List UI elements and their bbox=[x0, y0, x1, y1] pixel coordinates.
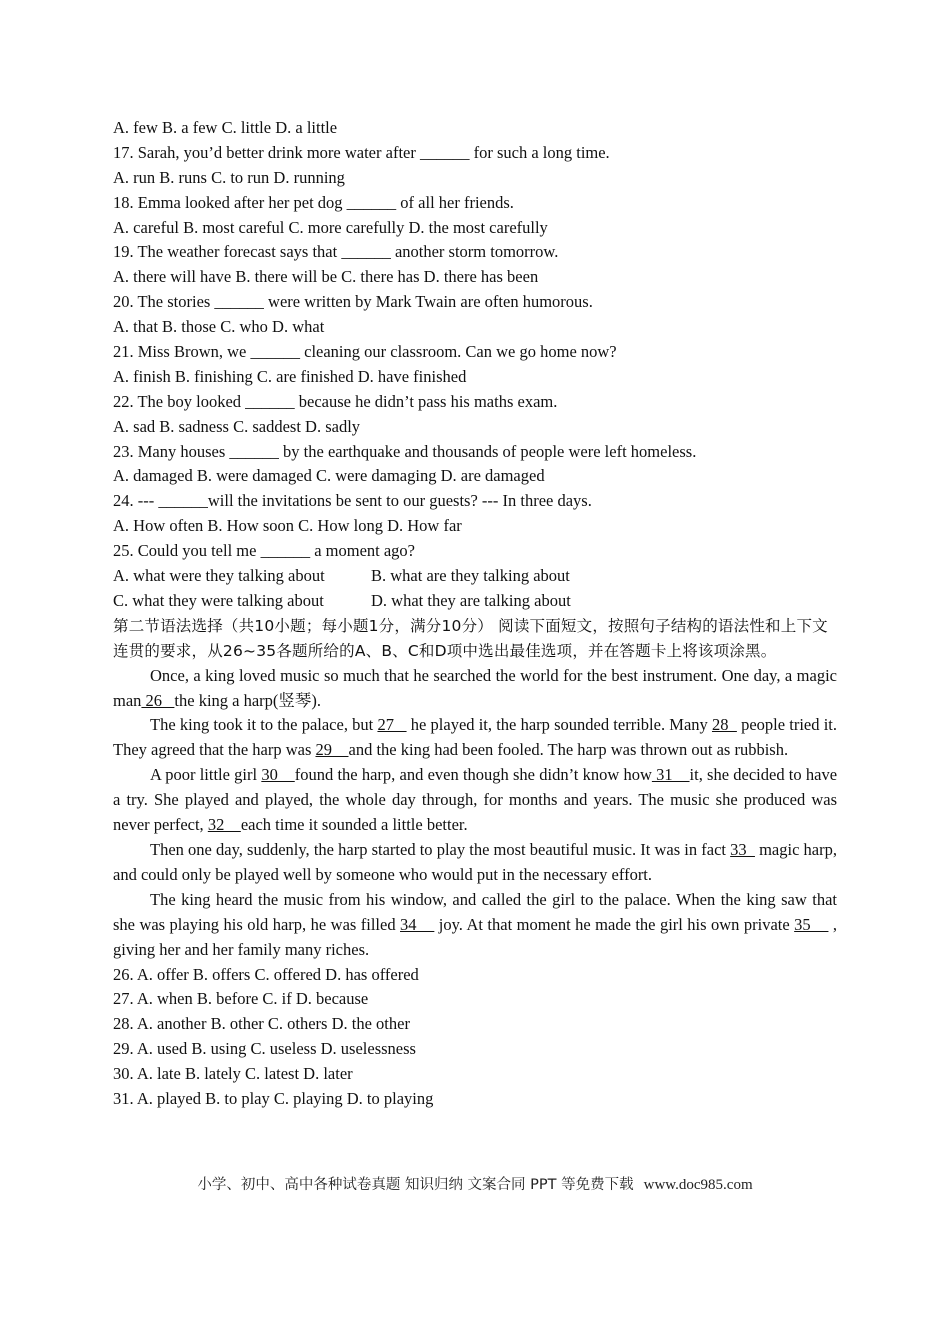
passage-text: The king heard the music from his window, and called the girl to the palace. When the king saw that she was playing his old harp, he was filled bbox=[113, 889, 837, 934]
q23-stem: 23. Many houses ______ by the earthquake and thousands of people were left homeless. bbox=[113, 441, 697, 461]
passage-paragraph-4 bbox=[113, 838, 837, 888]
blank-30: 30 bbox=[261, 765, 295, 785]
q25-option-b: B. what are they talking about bbox=[371, 566, 570, 586]
q22-stem: 22. The boy looked ______ because he didn’t pass his maths exam. bbox=[113, 391, 558, 411]
blank-34: 34 bbox=[400, 914, 435, 934]
q22-options: A. sad B. sadness C. saddest D. sadly bbox=[113, 416, 361, 436]
passage-text: it, she decided to have a try. She played and played, the whole day through, for months and years. The music she produced was never perfect, bbox=[113, 765, 838, 835]
passage-text: Then one day, suddenly, the harp started to play the most beautiful music. It was in fact bbox=[150, 839, 731, 859]
q27-options: 27. A. when B. before C. if D. because bbox=[113, 989, 369, 1009]
q24-options: A. How often B. How soon C. How long D. How far bbox=[113, 516, 462, 536]
q20-stem: 20. The stories ______ were written by Mark Twain are often humorous. bbox=[113, 292, 593, 312]
passage-paragraph-5 bbox=[113, 888, 837, 963]
cloze-passage bbox=[113, 664, 837, 963]
q29-options: 29. A. used B. using C. useless D. uselessness bbox=[113, 1039, 416, 1059]
passage-text: , giving her and her family many riches. bbox=[113, 914, 838, 959]
q25-stem: 25. Could you tell me ______ a moment ago? bbox=[113, 541, 415, 561]
page-footer bbox=[0, 1174, 950, 1196]
q17-options: A. run B. runs C. to run D. running bbox=[113, 167, 345, 187]
passage-paragraph-2 bbox=[113, 713, 837, 763]
blank-26: 26 bbox=[141, 690, 175, 710]
blank-35: 35 bbox=[794, 914, 829, 934]
q31-options: 31. A. played B. to play C. playing D. to playing bbox=[113, 1088, 434, 1108]
q17-stem: 17. Sarah, you’d better drink more water after ______ for such a long time. bbox=[113, 142, 610, 162]
footer-text: 小学、初中、高中各种试卷真题 知识归纳 文案合同 PPT 等免费下载 bbox=[197, 1177, 634, 1193]
q25-option-c: C. what they were talking about bbox=[113, 590, 324, 610]
q25-options-row-1 bbox=[113, 564, 837, 589]
q28-options: 28. A. another B. other C. others D. the other bbox=[113, 1014, 410, 1034]
question-block-bottom bbox=[113, 963, 837, 1112]
passage-text: A poor little girl bbox=[150, 765, 262, 785]
q19-stem: 19. The weather forecast says that ______ another storm tomorrow. bbox=[113, 242, 559, 262]
blank-31: 31 bbox=[651, 765, 690, 785]
passage-text: The king took it to the palace, but bbox=[150, 715, 378, 735]
q26-options: 26. A. offer B. offers C. offered D. has offered bbox=[113, 964, 419, 984]
q21-stem: 21. Miss Brown, we ______ cleaning our classroom. Can we go home now? bbox=[113, 342, 617, 362]
question-block-top bbox=[113, 116, 837, 614]
passage-text: Once, a king loved music so much that he searched the world for the best instrument. One day, a magic man bbox=[113, 665, 837, 710]
section2-instructions: 第二节语法选择（共10小题；每小题1分，满分10分） 阅读下面短文，按照句子结构的语法性和上下文连贯的要求，从26~35各题所给的A、B、C和D项中选出最佳选项，并在答题卡上将该项涂黑。 bbox=[113, 616, 828, 660]
passage-text: found the harp, and even though she didn’t know how bbox=[294, 765, 652, 785]
q18-stem: 18. Emma looked after her pet dog ______ of all her friends. bbox=[113, 192, 514, 212]
q24-stem: 24. --- ______will the invitations be sent to our guests? --- In three days. bbox=[113, 491, 592, 511]
q25-option-a: A. what were they talking about bbox=[113, 566, 325, 586]
q30-options: 30. A. late B. lately C. latest D. later bbox=[113, 1064, 353, 1084]
blank-33: 33 bbox=[730, 839, 755, 859]
passage-text: each time it sounded a little better. bbox=[240, 815, 468, 835]
q18-options: A. careful B. most careful C. more carefully D. the most carefully bbox=[113, 217, 548, 237]
passage-text: he played it, the harp sounded terrible. Many bbox=[406, 715, 712, 735]
q19-options: A. there will have B. there will be C. there has D. there has been bbox=[113, 267, 539, 287]
q16-options: A. few B. a few C. little D. a little bbox=[113, 118, 338, 137]
passage-text: magic harp, and could only be played well by someone who would put in the necessary effort. bbox=[113, 839, 838, 884]
passage-text: joy. At that moment he made the girl his own private bbox=[434, 914, 795, 934]
passage-text: and the king had been fooled. The harp was thrown out as rubbish. bbox=[348, 740, 789, 760]
blank-27: 27 bbox=[377, 715, 407, 735]
passage-paragraph-3 bbox=[113, 763, 837, 838]
passage-text: people tried it. They agreed that the harp was bbox=[113, 715, 837, 760]
blank-29: 29 bbox=[315, 740, 349, 760]
q23-options: A. damaged B. were damaged C. were damaging D. are damaged bbox=[113, 466, 545, 486]
footer-url[interactable]: www.doc985.com bbox=[643, 1177, 753, 1193]
passage-paragraph-1 bbox=[113, 664, 837, 714]
q20-options: A. that B. those C. who D. what bbox=[113, 317, 325, 337]
blank-28: 28 bbox=[711, 715, 737, 735]
q25-options-row-2 bbox=[113, 589, 837, 614]
exam-page bbox=[113, 116, 837, 1112]
q25-option-d: D. what they are talking about bbox=[371, 590, 571, 610]
passage-text: the king a harp(竖琴). bbox=[174, 690, 322, 710]
blank-32: 32 bbox=[207, 815, 241, 835]
q21-options: A. finish B. finishing C. are finished D. have finished bbox=[113, 366, 467, 386]
